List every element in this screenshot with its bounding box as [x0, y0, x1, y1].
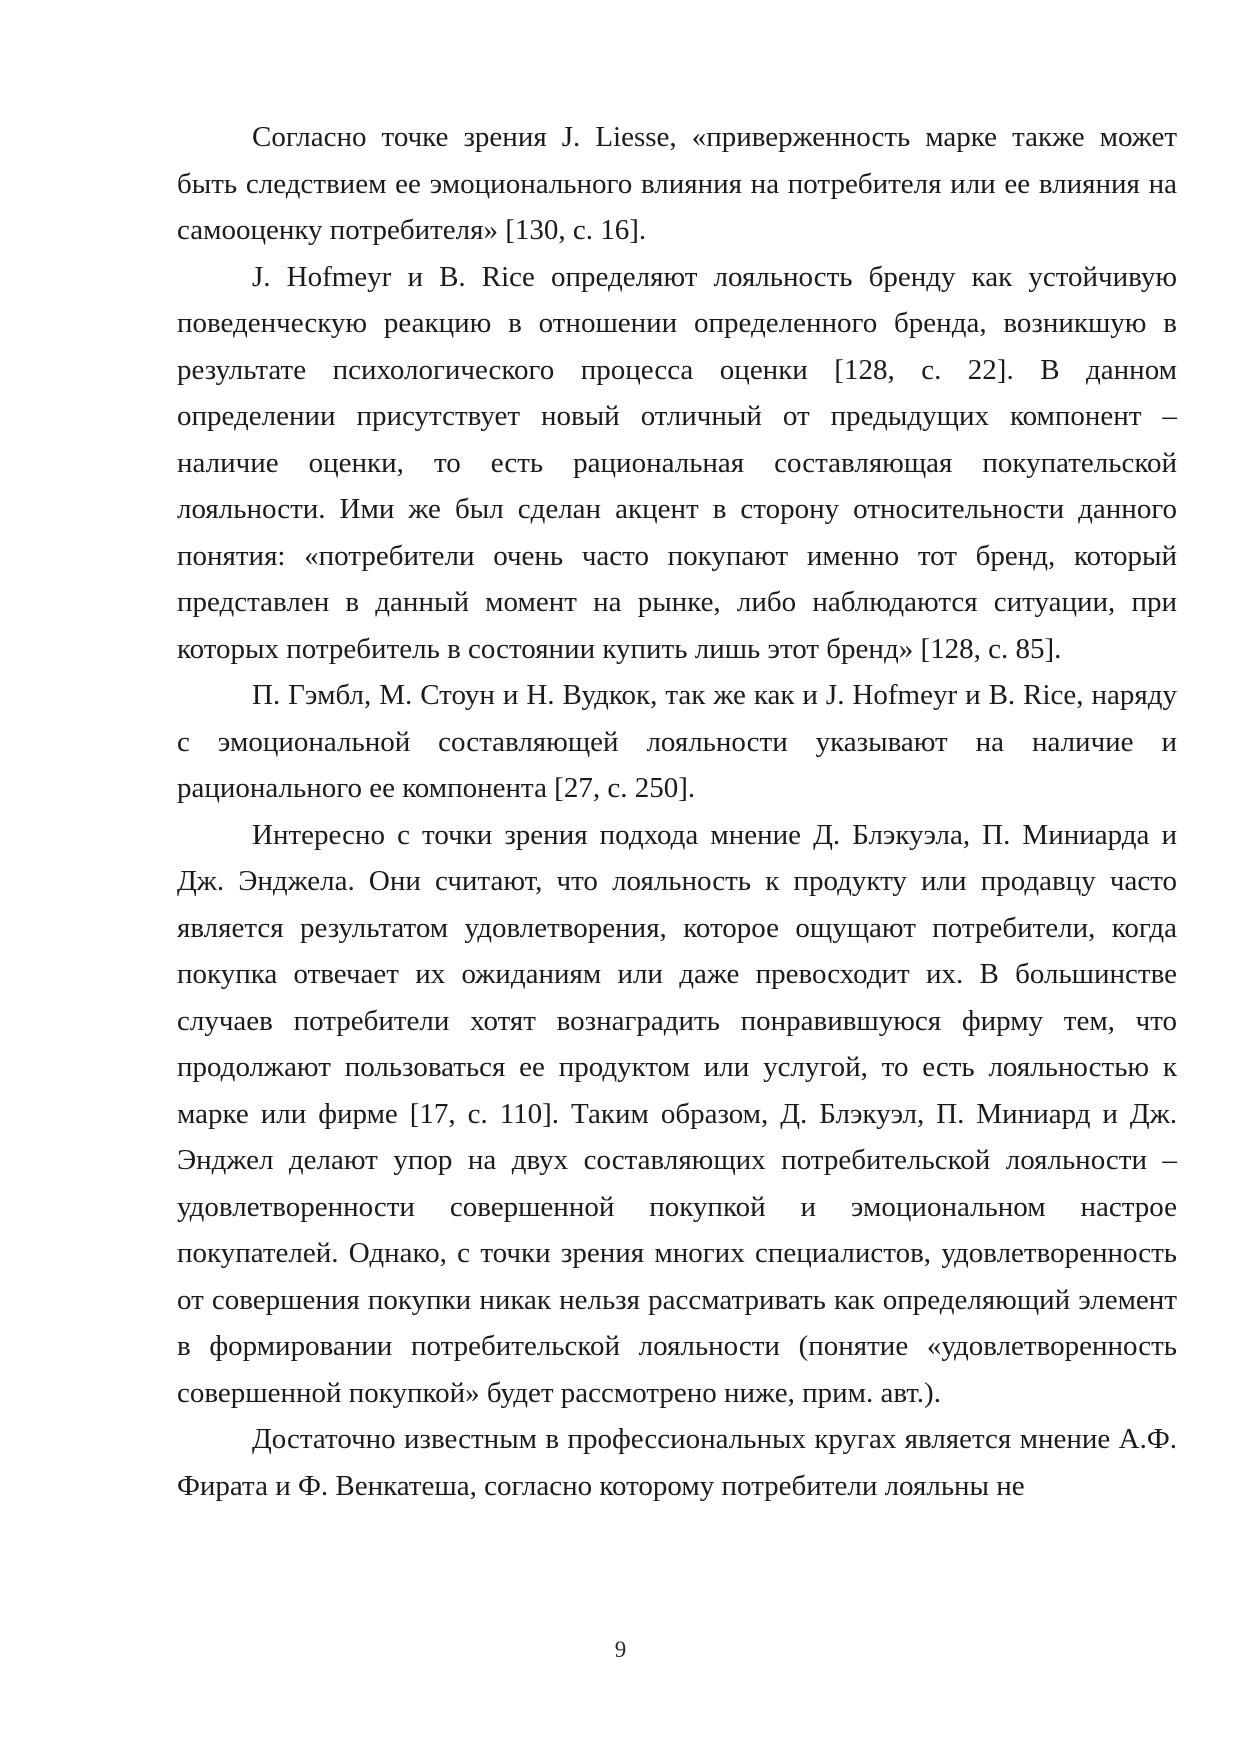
page-number: 9	[614, 1637, 627, 1662]
paragraph-gamble-stone-woodcock: П. Гэмбл, М. Стоун и Н. Вудкок, так же как и J. Hofmeyr и B. Rice, наряду с эмоциональной составляющей лояльности указывают на наличие и рационального ее компонента [27, с. 250].	[177, 679, 1177, 804]
paragraph-liesse: Согласно точке зрения J. Liesse, «приверженность марке также может быть следствием ее эмоционального влияния на потребителя или ее влияния на самооценку потребителя» [130, с. 16].	[177, 121, 1177, 246]
body-text	[177, 114, 1177, 1509]
paragraph-blackwell-miniard-engel: Интересно с точки зрения подхода мнение Д. Блэкуэла, П. Миниарда и Дж. Энджела. Они считают, что лояльность к продукту или продавцу часто является результатом удовлетворения, которое ощущают потребители, когда покупка отвечает их ожиданиям или даже превосходит их. В большинстве случаев потребители хотят вознаградить понравившуюся фирму тем, что продолжают пользоваться ее продуктом или услугой, то есть лояльностью к марке или фирме [17, с. 110]. Таким образом, Д. Блэкуэл, П. Миниард и Дж. Энджел делают упор на двух составляющих потребительской лояльности – удовлетворенности совершенной покупкой и эмоциональном настрое покупателей. Однако, с точки зрения многих специалистов, удовлетворенность от совершения покупки никак нельзя рассматривать как определяющий элемент в формировании потребительской лояльности (понятие «удовлетворенность совершенной покупкой» будет рассмотрено ниже, прим. авт.).	[177, 818, 1177, 1409]
paragraph-hofmeyr-rice: J. Hofmeyr и B. Rice определяют лояльность бренду как устойчивую поведенческую реакцию в отношении определенного бренда, возникшую в результате психологического процесса оценки [128, с. 22]. В данном определении присутствует новый отличный от предыдущих компонент – наличие оценки, то есть рациональная составляющая покупательской лояльности. Ими же был сделан акцент в сторону относительности данного понятия: «потребители очень часто покупают именно тот бренд, который представлен в данный момент на рынке, либо наблюдаются ситуации, при которых потребитель в состоянии купить лишь этот бренд» [128, с. 85].	[177, 260, 1177, 665]
paragraph-firat-venkatesh: Достаточно известным в профессиональных кругах является мнение А.Ф. Фирата и Ф. Венкатеша, согласно которому потребители лояльны не	[177, 1423, 1177, 1502]
